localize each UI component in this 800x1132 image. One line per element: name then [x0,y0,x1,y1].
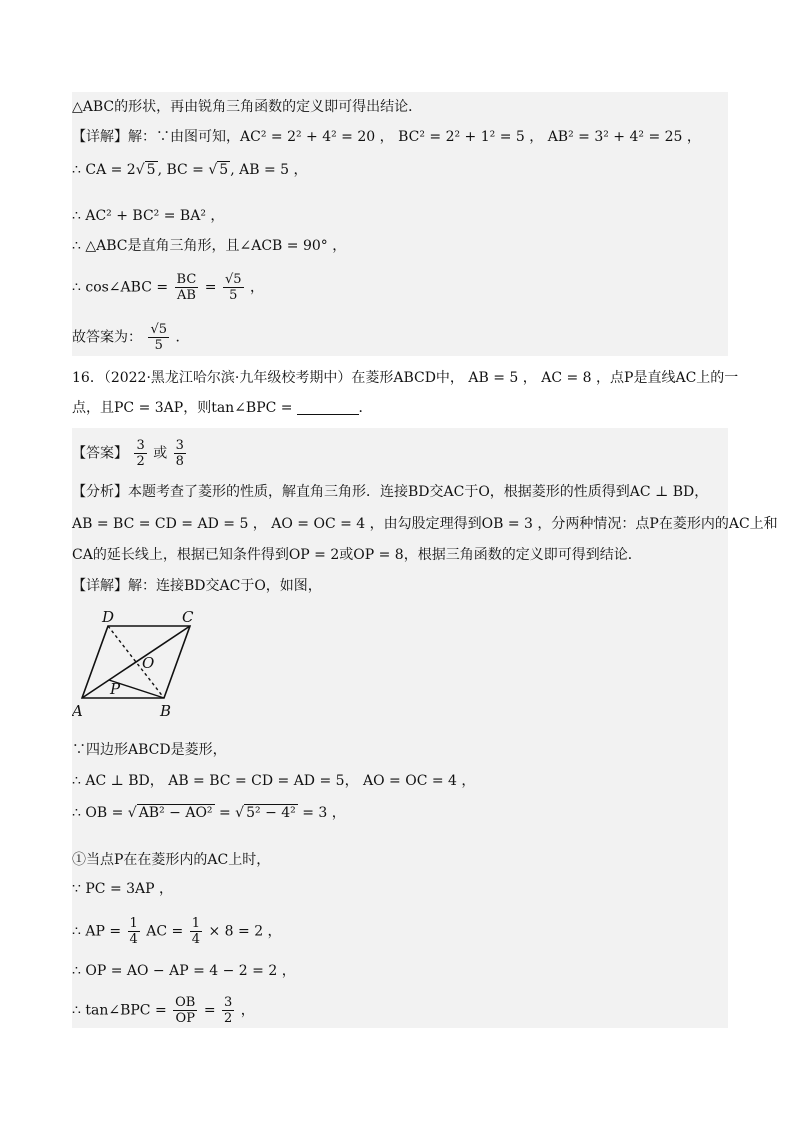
sqrt-radicand: 5² − 4² [246,805,296,821]
fraction [190,916,202,947]
detail-line [72,995,255,1026]
label-d: D [102,608,115,626]
math-text: ∴ OB = [72,805,128,821]
sqrt-symbol: √ [235,805,245,821]
detail-line: ∵四边形ABCD是菱形， [72,742,227,758]
answer-blank [297,400,359,415]
math-text: = [203,1002,216,1019]
answer-tag: 【答案】 [72,445,128,462]
math-line: ∴ AC² + BC² = BA² ， [72,208,225,224]
fraction [128,916,140,947]
diagonal-ac [82,626,190,698]
math-text: 或 [153,445,168,462]
math-text: , BC = [157,162,209,178]
fraction [175,272,199,303]
sqrt-radicand: 5 [146,162,156,178]
denominator: 4 [191,932,201,947]
fraction [148,322,169,353]
question-text: ． [358,400,373,416]
numerator: √5 [224,272,242,287]
sqrt-radicand: 5 [219,162,229,178]
numerator: BC [176,272,197,287]
detail-line: ∴ OP = AO − AP = 4 − 2 = 2 ， [72,963,296,979]
fraction [173,995,197,1026]
sqrt-symbol: √ [135,162,145,178]
detail-line [72,127,701,147]
denominator: 5 [154,338,163,353]
numerator: OB [175,995,196,1010]
math-text: ， [240,1002,255,1019]
denominator: 5 [229,288,238,303]
numerator: 1 [129,916,138,931]
math-text: , AB = 5 ， [230,162,308,178]
denominator: OP [175,1011,195,1026]
math-line [72,272,264,303]
sqrt-radicand: AB² − AO² [138,805,213,821]
fraction [222,995,234,1026]
math-line: ∴ △ABC是直角三角形，且∠ACB = 90° ， [72,238,347,254]
detail-line: ①当点P在在菱形内的AC上时， [72,852,271,868]
label-p: P [110,680,121,698]
numerator: 3 [224,995,233,1010]
numerator: 1 [191,916,201,931]
numerator: √5 [150,322,168,337]
math-text: 故答案为： [72,329,142,346]
denominator: 2 [136,454,145,469]
analysis-line: CA的延长线上，根据已知条件得到OP = 2或OP = 8，根据三角函数的定义即可得到结论． [72,547,642,563]
denominator: AB [176,288,196,303]
detail-line: ∵ PC = 3AP ， [72,881,174,897]
label-b: B [160,702,172,720]
denominator: 4 [129,932,138,947]
math-text: = [214,805,236,821]
denominator: 8 [175,454,184,469]
math-text: = [204,279,217,296]
math-text: ∴ cos∠ABC = [72,279,169,296]
detail-line: ∴ AC ⊥ BD， AB = BC = CD = AD = 5， AO = OC = 4 ， [72,773,476,789]
math-text: AC = [146,923,184,940]
label-a: A [72,702,83,720]
math-line [72,160,308,180]
denominator: 2 [224,1011,233,1026]
sqrt-symbol: √ [127,805,137,821]
label-c: C [182,608,194,626]
fraction [223,272,244,303]
detail-line [72,916,282,947]
text-line: △ABC的形状，再由锐角三角函数的定义即可得出结论． [72,99,423,115]
fraction [134,438,146,469]
math-text: ， [249,279,264,296]
label-o: O [142,654,155,672]
detail-line: 【详解】解：连接BD交AC于O，如图， [72,578,322,594]
rhombus-diagram [72,606,202,720]
math-text: ∴ CA = 2 [72,162,136,178]
fraction [174,438,186,469]
numerator: 3 [136,438,145,453]
question-text: 点，且PC = 3AP，则tan∠BPC = [72,400,293,416]
detail-line [72,803,346,823]
question-line [72,398,373,418]
math-text: ． [175,329,190,346]
math-text: × 8 = 2 ， [208,923,282,940]
math-text: ∴ AP = [72,923,122,940]
detail-text: ∵由图可知，AC² = 2² + 4² = 20 ， BC² = 2² + 1² = 5 ， AB² = 3² + 4² = 25 ， [156,129,701,145]
analysis-line: 【分析】本题考查了菱形的性质，解直角三角形．连接BD交AC于O，根据菱形的性质得到AC ⊥ BD， [72,484,709,500]
sqrt-symbol: √ [208,162,218,178]
final-answer-line [72,322,189,353]
analysis-line: AB = BC = CD = AD = 5 ， AO = OC = 4 ，由勾股定理得到OB = 3 ，分两种情况：点P在菱形内的AC上和 [72,516,778,532]
answer-line [72,438,188,469]
question-line: 16．（2022·黑龙江哈尔滨·九年级校考期中）在菱形ABCD中， AB = 5 ， AC = 8 ，点P是直线AC上的一 [72,370,739,386]
math-text: = 3 ， [297,805,346,821]
numerator: 3 [175,438,184,453]
detail-tag: 【详解】解： [72,129,156,145]
math-text: ∴ tan∠BPC = [72,1002,167,1019]
